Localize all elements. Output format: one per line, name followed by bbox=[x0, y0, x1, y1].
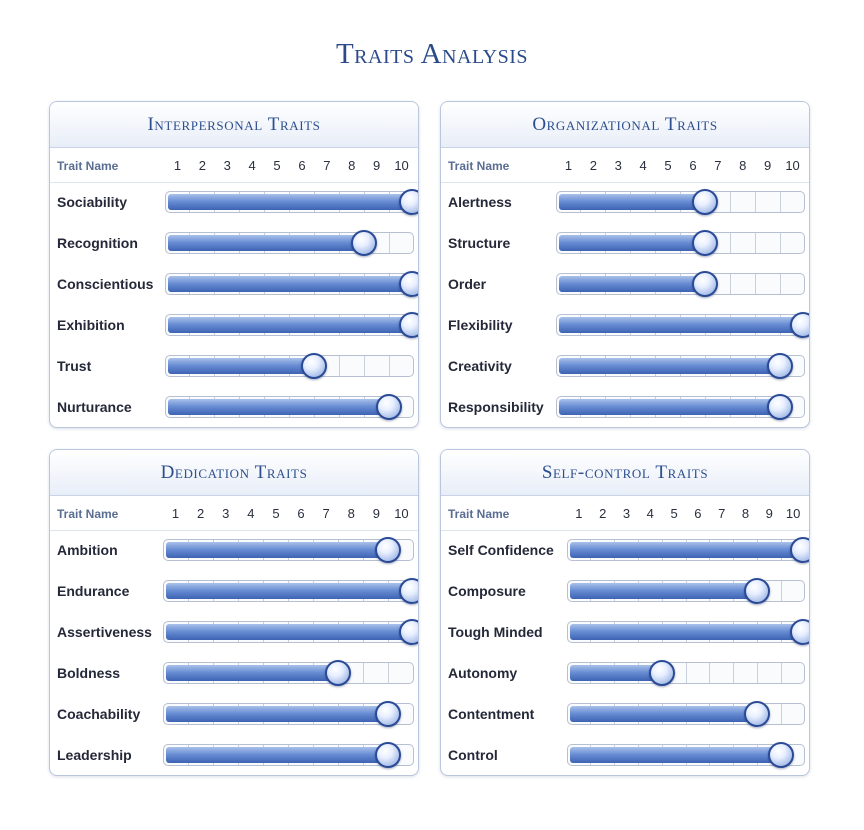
track-divider bbox=[781, 663, 782, 683]
trait-row bbox=[50, 613, 418, 654]
scale-tick-8: 8 bbox=[739, 158, 747, 173]
trait-name: Exhibition bbox=[57, 317, 125, 333]
trait-name: Autonomy bbox=[448, 665, 518, 681]
scale-tick-4: 4 bbox=[646, 506, 654, 521]
trait-value-bar bbox=[570, 706, 759, 722]
trait-value-bar bbox=[168, 358, 316, 374]
trait-name: Recognition bbox=[57, 235, 138, 251]
trait-name: Structure bbox=[448, 235, 511, 251]
trait-name: Trust bbox=[57, 358, 92, 374]
trait-value-knob bbox=[351, 230, 377, 256]
trait-value-knob bbox=[375, 742, 401, 768]
scale-tick-1: 1 bbox=[173, 158, 182, 173]
trait-track bbox=[556, 396, 805, 418]
trait-row bbox=[50, 531, 418, 572]
trait-name: Conscientious bbox=[57, 276, 154, 292]
trait-row bbox=[50, 306, 418, 347]
scale-tick-2: 2 bbox=[198, 158, 206, 173]
scale-tick-10: 10 bbox=[785, 158, 800, 173]
trait-rows bbox=[50, 183, 418, 428]
trait-track bbox=[556, 355, 805, 377]
trait-track bbox=[165, 314, 414, 336]
trait-value-knob bbox=[692, 230, 718, 256]
trait-value-bar bbox=[570, 624, 801, 640]
track-divider bbox=[780, 192, 781, 212]
trait-name: Leadership bbox=[57, 747, 132, 763]
panel-dedication bbox=[49, 449, 419, 776]
scale-tick-4: 4 bbox=[247, 506, 255, 521]
trait-track bbox=[163, 580, 414, 602]
trait-name: Flexibility bbox=[448, 317, 513, 333]
scale-tick-6: 6 bbox=[689, 158, 697, 173]
scale-tick-8: 8 bbox=[348, 158, 356, 173]
panel-interpersonal bbox=[49, 101, 419, 428]
trait-value-bar bbox=[166, 542, 390, 558]
scale-tick-3: 3 bbox=[614, 158, 622, 173]
trait-name: Tough Minded bbox=[448, 624, 543, 640]
trait-value-bar bbox=[570, 747, 783, 763]
track-divider bbox=[730, 192, 731, 212]
trait-value-knob bbox=[399, 578, 419, 604]
trait-value-knob bbox=[790, 619, 810, 645]
scale-tick-7: 7 bbox=[718, 506, 726, 521]
trait-track bbox=[556, 191, 805, 213]
trait-row bbox=[441, 613, 809, 654]
trait-track bbox=[556, 273, 805, 295]
trait-name: Coachability bbox=[57, 706, 141, 722]
trait-name: Composure bbox=[448, 583, 526, 599]
trait-row bbox=[441, 695, 809, 736]
trait-rows bbox=[50, 531, 418, 776]
track-divider bbox=[780, 274, 781, 294]
trait-name: Endurance bbox=[57, 583, 130, 599]
trait-row bbox=[441, 388, 809, 428]
trait-row bbox=[50, 265, 418, 306]
track-divider bbox=[733, 663, 734, 683]
scale-tick-9: 9 bbox=[764, 158, 772, 173]
trait-value-bar bbox=[168, 235, 366, 251]
trait-name: Ambition bbox=[57, 542, 118, 558]
track-divider bbox=[364, 356, 365, 376]
scale-tick-9: 9 bbox=[372, 506, 380, 521]
scale-tick-5: 5 bbox=[273, 158, 281, 173]
trait-track bbox=[567, 621, 805, 643]
scale-tick-8: 8 bbox=[347, 506, 355, 521]
trait-track bbox=[163, 744, 414, 766]
trait-row bbox=[50, 654, 418, 695]
trait-value-bar bbox=[166, 747, 390, 763]
trait-track bbox=[163, 703, 414, 725]
scale-tick-1: 1 bbox=[564, 158, 573, 173]
track-divider bbox=[781, 581, 782, 601]
trait-name: Nurturance bbox=[57, 399, 132, 415]
trait-value-knob bbox=[399, 189, 419, 215]
trait-name: Boldness bbox=[57, 665, 121, 681]
scale-tick-6: 6 bbox=[297, 506, 305, 521]
trait-name: Alertness bbox=[448, 194, 512, 210]
trait-track bbox=[556, 232, 805, 254]
track-divider bbox=[780, 233, 781, 253]
scale-tick-9: 9 bbox=[765, 506, 773, 521]
panel-organizational bbox=[440, 101, 810, 428]
trait-track bbox=[163, 539, 414, 561]
trait-row bbox=[50, 224, 418, 265]
trait-value-knob bbox=[790, 312, 810, 338]
scale-tick-10: 10 bbox=[785, 506, 801, 521]
track-divider bbox=[389, 233, 390, 253]
scale-tick-3: 3 bbox=[622, 506, 631, 521]
scale-header bbox=[441, 496, 809, 531]
panel-title: Self-control Traits bbox=[441, 450, 809, 496]
scale-tick-3: 3 bbox=[223, 158, 231, 173]
scale-tick-6: 6 bbox=[298, 158, 306, 173]
trait-value-bar bbox=[166, 706, 390, 722]
trait-row bbox=[441, 572, 809, 613]
trait-value-bar bbox=[168, 276, 410, 292]
trait-name: Responsibility bbox=[448, 399, 544, 415]
trait-track bbox=[567, 580, 805, 602]
trait-value-bar bbox=[570, 542, 801, 558]
scale-tick-2: 2 bbox=[589, 158, 597, 173]
scale-tick-4: 4 bbox=[248, 158, 256, 173]
trait-track bbox=[165, 232, 414, 254]
trait-row bbox=[50, 695, 418, 736]
trait-track bbox=[567, 744, 805, 766]
track-divider bbox=[730, 274, 731, 294]
scale-tick-7: 7 bbox=[714, 158, 722, 173]
trait-value-knob bbox=[744, 578, 770, 604]
trait-row bbox=[441, 224, 809, 265]
trait-row bbox=[441, 736, 809, 776]
track-divider bbox=[755, 192, 756, 212]
track-divider bbox=[755, 233, 756, 253]
trait-value-knob bbox=[692, 271, 718, 297]
track-divider bbox=[686, 663, 687, 683]
trait-value-knob bbox=[325, 660, 351, 686]
trait-value-bar bbox=[559, 399, 782, 415]
trait-name: Sociability bbox=[57, 194, 128, 210]
scale-tick-5: 5 bbox=[272, 506, 280, 521]
trait-value-knob bbox=[399, 619, 419, 645]
trait-value-knob bbox=[375, 537, 401, 563]
track-divider bbox=[389, 356, 390, 376]
trait-name: Creativity bbox=[448, 358, 512, 374]
trait-value-bar bbox=[166, 583, 410, 599]
trait-row bbox=[50, 347, 418, 388]
trait-value-knob bbox=[692, 189, 718, 215]
scale-tick-2: 2 bbox=[599, 506, 607, 521]
trait-value-knob bbox=[790, 537, 810, 563]
scale-tick-3: 3 bbox=[222, 506, 230, 521]
panel-self-control bbox=[440, 449, 810, 776]
scale-tick-5: 5 bbox=[664, 158, 672, 173]
trait-value-bar bbox=[166, 665, 340, 681]
trait-value-bar bbox=[168, 399, 391, 415]
panel-title: Interpersonal Traits bbox=[50, 102, 418, 148]
trait-value-bar bbox=[166, 624, 410, 640]
trait-row bbox=[50, 572, 418, 613]
trait-track bbox=[165, 273, 414, 295]
trait-row bbox=[441, 654, 809, 695]
page-title: Traits Analysis bbox=[335, 38, 529, 70]
trait-value-bar bbox=[570, 583, 759, 599]
track-divider bbox=[755, 274, 756, 294]
trait-value-bar bbox=[559, 358, 782, 374]
scale-label: Trait Name bbox=[448, 507, 510, 521]
trait-row bbox=[441, 306, 809, 347]
trait-row bbox=[441, 531, 809, 572]
scale-header bbox=[50, 496, 418, 531]
scale-tick-9: 9 bbox=[373, 158, 381, 173]
track-divider bbox=[730, 233, 731, 253]
trait-value-knob bbox=[767, 394, 793, 420]
scale-label: Trait Name bbox=[57, 159, 119, 173]
scale-label: Trait Name bbox=[448, 159, 510, 173]
trait-track bbox=[567, 703, 805, 725]
scale-label: Trait Name bbox=[57, 507, 119, 521]
scale-tick-10: 10 bbox=[394, 506, 409, 521]
track-divider bbox=[388, 663, 389, 683]
scale-tick-2: 2 bbox=[197, 506, 205, 521]
scale-tick-7: 7 bbox=[323, 158, 331, 173]
trait-value-knob bbox=[399, 312, 419, 338]
scale-tick-10: 10 bbox=[394, 158, 409, 173]
trait-row bbox=[441, 347, 809, 388]
trait-row bbox=[441, 265, 809, 306]
trait-name: Control bbox=[448, 747, 498, 763]
trait-value-knob bbox=[376, 394, 402, 420]
trait-value-knob bbox=[301, 353, 327, 379]
trait-track bbox=[165, 191, 414, 213]
scale-tick-4: 4 bbox=[639, 158, 647, 173]
trait-track bbox=[556, 314, 805, 336]
scale-tick-1: 1 bbox=[575, 506, 583, 521]
scale-tick-1: 1 bbox=[171, 506, 180, 521]
trait-value-knob bbox=[649, 660, 675, 686]
scale-header bbox=[441, 148, 809, 183]
trait-value-bar bbox=[559, 276, 707, 292]
trait-track bbox=[567, 539, 805, 561]
trait-row bbox=[50, 736, 418, 776]
trait-value-bar bbox=[168, 194, 410, 210]
trait-name: Order bbox=[448, 276, 487, 292]
trait-name: Contentment bbox=[448, 706, 535, 722]
panel-title: Organizational Traits bbox=[441, 102, 809, 148]
trait-value-knob bbox=[767, 353, 793, 379]
scale-tick-5: 5 bbox=[670, 506, 678, 521]
trait-value-knob bbox=[399, 271, 419, 297]
track-divider bbox=[781, 704, 782, 724]
scale-tick-7: 7 bbox=[322, 506, 330, 521]
trait-rows bbox=[441, 183, 809, 428]
scale-tick-8: 8 bbox=[741, 506, 750, 521]
trait-value-knob bbox=[375, 701, 401, 727]
trait-rows bbox=[441, 531, 809, 776]
trait-value-knob bbox=[744, 701, 770, 727]
trait-track bbox=[165, 355, 414, 377]
trait-row bbox=[50, 183, 418, 224]
track-divider bbox=[709, 663, 710, 683]
trait-value-bar bbox=[559, 235, 707, 251]
trait-row bbox=[50, 388, 418, 428]
trait-value-bar bbox=[559, 317, 801, 333]
trait-name: Assertiveness bbox=[57, 624, 152, 640]
trait-row bbox=[441, 183, 809, 224]
trait-value-bar bbox=[168, 317, 410, 333]
panel-title: Dedication Traits bbox=[50, 450, 418, 496]
trait-value-knob bbox=[768, 742, 794, 768]
scale-header bbox=[50, 148, 418, 183]
track-divider bbox=[757, 663, 758, 683]
scale-tick-6: 6 bbox=[694, 506, 702, 521]
trait-value-bar bbox=[559, 194, 707, 210]
trait-track bbox=[163, 621, 414, 643]
track-divider bbox=[363, 663, 364, 683]
trait-name: Self Confidence bbox=[448, 542, 554, 558]
track-divider bbox=[339, 356, 340, 376]
trait-track bbox=[165, 396, 414, 418]
trait-track bbox=[567, 662, 805, 684]
trait-track bbox=[163, 662, 414, 684]
